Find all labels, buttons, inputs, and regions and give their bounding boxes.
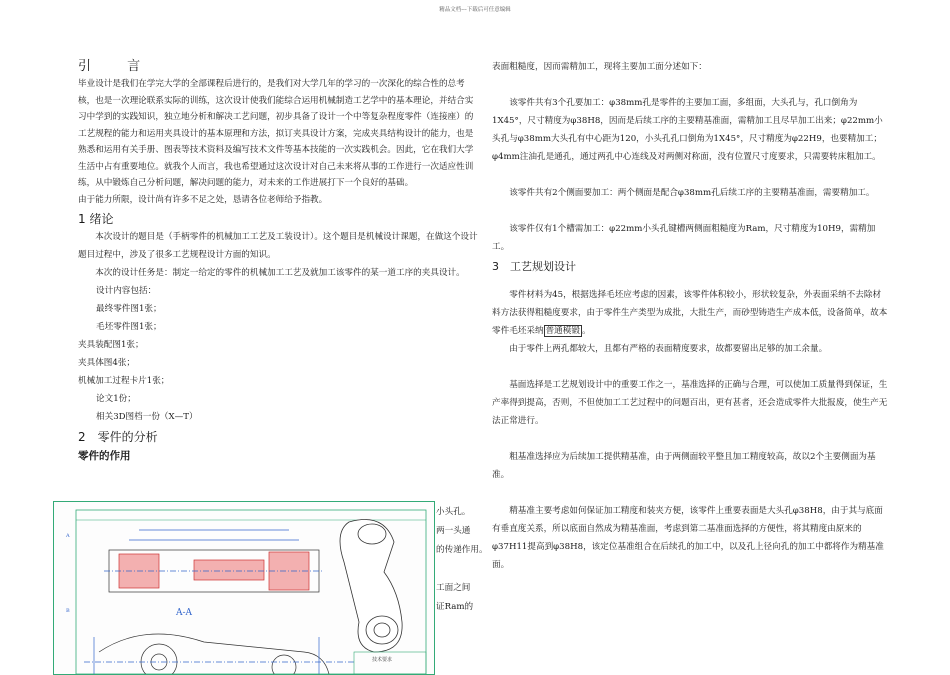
- paragraph-rough-datum: 粗基准选择应为后续加工提供精基准，由于两侧面较平整且加工精度较高，故以2个主要侧面为基准。: [492, 452, 876, 480]
- engineering-drawing: [53, 501, 435, 675]
- content-item: 论文1份；: [96, 394, 136, 404]
- zone-mark: B: [66, 608, 70, 614]
- paragraph: 表面粗糙度，因而需精加工，现将主要加工面分述如下：: [492, 62, 707, 72]
- content-item: 最终零件图1张；: [96, 304, 162, 314]
- section-label: A-A: [176, 608, 193, 618]
- part-hole: [358, 524, 386, 544]
- paragraph-allowance: 由于零件上两孔都较大，且都有严格的表面精度要求，故都要留出足够的加工余量。: [509, 344, 828, 354]
- cropped-text-fragment: [436, 503, 490, 617]
- isometric-view: [340, 520, 402, 653]
- header-note: 精品文档---下载后可任意编辑: [439, 7, 511, 13]
- part-hole: [374, 623, 390, 637]
- paragraph-datum: 基面选择是工艺规划设计中的重要工作之一，基准选择的正确与合理，可以使加工质量得到保证，生产率得到提高，否则，不但使加工工艺过程中的问题百出，更有甚者，还会造成零件大批报废，使生产无法正常进行。: [492, 380, 888, 426]
- intro-title: 引 言: [78, 59, 157, 74]
- fragment-line: 证Ram的: [436, 602, 474, 612]
- plan-outline: [99, 634, 329, 674]
- content-item: 毛坯零件图1张；: [96, 322, 162, 332]
- title-block-text: 技术要求: [372, 657, 393, 663]
- paragraph-fine-datum: 精基准主要考虑如何保证加工精度和装夹方便，该零件上重要表面是大头孔φ38H8，由于其与底面有垂直度关系，所以底面自然成为精基准面，考虑到第二基准面选择的方便性，将其精度由原来的φ37H11提高到φ38H8，该定位基准组合在后续孔的加工中，以及孔上径向孔的加工中都将作为精基准面。: [492, 506, 884, 570]
- intro-paragraph: 毕业设计是我们在学完大学的全部课程后进行的，是我们对大学几年的学习的一次深化的综合性的总考核，也是一次理论联系实际的训练，这次设计使我们能综合运用机械制造工艺学中的基本理论，并结合实习中学到的实践知识，独立地分析和解决工艺问题，初步具备了设计一个中等复杂程度零件（连接座）的工艺规程的能力和运用夹具设计的基本原理和方法，拟订夹具设计方案，完成夹具结构设计的能力，也是熟悉和运用有关手册、图表等技术资料及编写技术文件等基本技能的一次实践机会。因此，它在我们大学生活中占有重要地位。就我个人而言，我也希望通过这次设计对自己未来将从事的工作进行一次适应性训练，从中锻炼自己分析问题，解决问题的能力，对未来的工作进展打下一个良好的基础。: [78, 79, 474, 188]
- paragraph-sides: 该零件共有2个侧面要加工：两个侧面是配合φ38mm孔后续工序的主要精基准面，需要精加工。: [509, 188, 875, 198]
- fragment-line: 小头孔。: [436, 507, 471, 517]
- content-item: 机械加工过程卡片1张；: [78, 376, 170, 386]
- fragment-line: 的传递作用。: [436, 545, 488, 555]
- content-item: 夹具体图4张；: [78, 358, 136, 368]
- fragment-line: 两一头通: [436, 526, 471, 536]
- paragraph-blank-text: 零件材料为45，根据选择毛坯应考虑的因素，该零件体积较小，形状较复杂，外表面采纳不去除材料方法获得粗糙度要求，由于零件生产类型为成批，大批生产，而砂型铸造生产成本低，设备简单，故本零件毛坯采纳: [492, 290, 888, 336]
- right-column: [492, 58, 888, 574]
- plan-hole: [141, 644, 177, 674]
- section-2-title: 2 零件的分析: [78, 430, 158, 444]
- fragment-line: [436, 560, 490, 579]
- paragraph-holes: 该零件共有3个孔要加工：φ38mm孔是零件的主要加工面，多组面，大头孔与，孔口倒角为1X45°，尺寸精度为φ38H8，因而是后续工序的主要精基准面，需精加工且尽早加工出来；φ22mm小头孔与φ38mm大头孔有中心距为120，小头孔孔口倒角为1X45°，尺寸精度为φ22H9，也要精加工；φ4mm注油孔是通孔，通过两孔中心连线及对两侧对称面，没有位置尺寸度要求，只需要转床粗加工。: [492, 98, 883, 162]
- content-item: 相关3D图档一份（X—T）: [96, 412, 198, 422]
- content-item: 夹具装配图1张；: [78, 340, 144, 350]
- paragraph-slot: 该零件仅有1个槽需加工：φ22mm小头孔键槽两侧面粗糙度为Ram，尺寸精度为10H9，需精加工。: [492, 224, 876, 252]
- left-column: [78, 58, 480, 466]
- highlighted-term: 普通模锻: [545, 326, 580, 336]
- fragment-line: 工面之间: [436, 583, 471, 593]
- plan-view: [84, 634, 354, 674]
- drawing-svg: [54, 502, 434, 674]
- section-2-subtitle: 零件的作用: [78, 450, 131, 462]
- intro-paragraph-2: 由于能力所限，设计尚有许多不足之处，恳请各位老师给予指教。: [78, 194, 328, 205]
- section-1-paragraph-1: 本次设计的题目是（手柄零件的机械加工工艺及工装设计）。这个题目是机械设计课题，在做这个设计题目过程中，涉及了很多工艺规程设计方面的知识。: [78, 232, 478, 260]
- section-3-title: 3 工艺规划设计: [492, 260, 576, 273]
- plan-hole: [272, 655, 296, 674]
- section-view: [104, 530, 324, 592]
- section-1-paragraph-2: 本次的设计任务是：制定一给定的零件的机械加工工艺及就加工该零件的某一道工序的夹具设计。: [95, 268, 465, 278]
- zone-mark: A: [66, 533, 70, 539]
- hatch-area: [194, 560, 264, 580]
- content-label: 设计内容包括：: [96, 286, 157, 296]
- section-1-title: 1 绪论: [78, 212, 114, 226]
- title-block: [354, 652, 426, 674]
- paragraph-blank: 零件材料为45，根据选择毛坯应考虑的因素，该零件体积较小，形状较复杂，外表面采纳不去除材料方法获得粗糙度要求，由于零件生产类型为成批，大批生产，而砂型铸造生产成本低，设备简单，故本零件毛坯采纳 普通模锻 。: [492, 290, 888, 336]
